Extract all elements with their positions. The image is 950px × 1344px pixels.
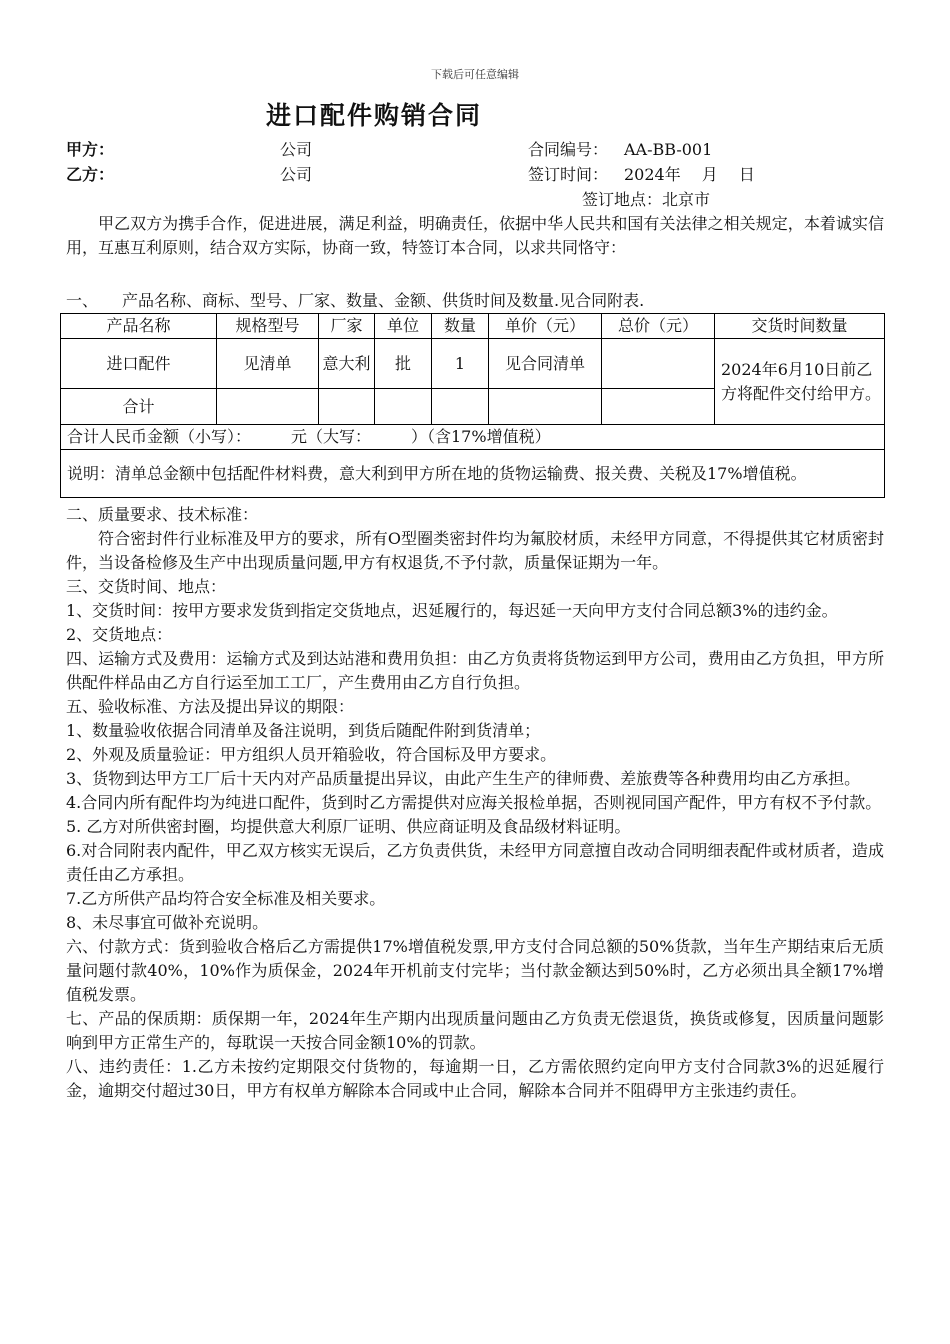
paragraph: 3、货物到达甲方工厂后十天内对产品质量提出异议，由此产生生产的律师费、差旅费等各种费用均由乙方承担。 [66, 769, 861, 788]
paragraph: 符合密封件行业标准及甲方的要求，所有O型圈类密封件均为氟胶材质，未经甲方同意，不得提供其它材质密封件，当设备检修及生产中出现质量问题,甲方有权退货,不予付款，质量保证期为一年。 [66, 529, 884, 572]
paragraph: 七、产品的保质期：质保期一年，2024年生产期内出现质量问题由乙方负责无偿退货，换货或修复，因质量问题影响到甲方正常生产的，每耽误一天按合同金额10%的罚款。 [66, 1009, 884, 1052]
table-cell: 批 [375, 339, 432, 389]
paragraph: 6.对合同附表内配件，甲乙双方核实无误后，乙方负责供货，未经甲方同意擅自改动合同明细表配件或材质者，造成责任由乙方承担。 [66, 841, 884, 884]
table-cell: 见清单 [217, 339, 319, 389]
contract-number-value: AA-BB-001 [624, 140, 713, 159]
table-row [61, 339, 885, 389]
paragraph: 4.合同内所有配件均为纯进口配件，货到时乙方需提供对应海关报检单据，否则视同国产配件，甲方有权不予付款。 [66, 793, 882, 812]
section-heading: 五、验收标准、方法及提出异议的期限： [66, 697, 355, 716]
table-header-row [61, 314, 885, 339]
table-cell [602, 389, 715, 425]
paragraph: 八、违约责任：1.乙方未按约定期限交付货物的，每逾期一日，乙方需依照约定向甲方支付合同款3%的迟延履行金，逾期交付超过30日，甲方有权单方解除本合同或中止合同，解除本合同并不阻碍甲方主张违约责任。 [66, 1057, 884, 1100]
table-cell: 进口配件 [61, 339, 217, 389]
sign-date-value: 2024年 月 日 [624, 165, 755, 184]
rmb-amount-cell: 合计人民币金额（小写）： 元（大写： ）（含17%增值税） [61, 425, 885, 450]
table-header-cell: 交货时间数量 [715, 314, 885, 339]
total-label-cell: 合计 [61, 389, 217, 425]
paragraph: 1、交货时间：按甲方要求发货到指定交货地点，迟延履行的，每迟延一天向甲方支付合同总额3%的违约金。 [66, 601, 838, 620]
terms-body [66, 503, 884, 1103]
header-note: 下载后可任意编辑 [431, 68, 519, 81]
party-b-label: 乙方： [66, 165, 115, 184]
section-1-heading: 一、 产品名称、商标、型号、厂家、数量、金额、供货时间及数量.见合同附表. [66, 291, 645, 310]
sign-date-label: 签订时间： [528, 165, 609, 184]
section-heading: 三、交货时间、地点： [66, 577, 227, 596]
preamble: 甲乙双方为携手合作，促进进展，满足利益，明确责任，依据中华人民共和国有关法律之相关规定，本着诚实信用，互惠互利原则，结合双方实际，协商一致，特签订本合同，以求共同恪守： [66, 214, 884, 257]
table-header-cell: 单位 [375, 314, 432, 339]
table-cell [217, 389, 319, 425]
table-cell [375, 389, 432, 425]
party-a-company: 公司 [280, 140, 313, 159]
table-header-cell: 厂家 [319, 314, 375, 339]
table-header-cell: 数量 [432, 314, 489, 339]
table-header-cell: 单价（元） [489, 314, 602, 339]
paragraph: 四、运输方式及费用：运输方式及到达站港和费用负担：由乙方负责将货物运到甲方公司，费用由乙方负担，甲方所供配件样品由乙方自行运至加工工厂，产生费用由乙方自行负担。 [66, 649, 884, 692]
document-title: 进口配件购销合同 [266, 101, 483, 130]
table-header-cell: 总价（元） [602, 314, 715, 339]
paragraph: 8、未尽事宜可做补充说明。 [66, 913, 269, 932]
paragraph: 5. 乙方对所供密封圈，均提供意大利原厂证明、供应商证明及食品级材料证明。 [66, 817, 631, 836]
table-cell: 1 [432, 339, 489, 389]
table-cell [319, 389, 375, 425]
sign-place: 签订地点：北京市 [582, 190, 711, 209]
party-b-row [66, 163, 886, 187]
delivery-time-cell: 2024年6月10日前乙方将配件交付给甲方。 [715, 339, 885, 425]
party-a-row [66, 138, 886, 162]
table-cell [432, 389, 489, 425]
party-b-company: 公司 [280, 165, 313, 184]
note-cell: 说明：清单总金额中包括配件材料费，意大利到甲方所在地的货物运输费、报关费、关税及17%增值税。 [61, 450, 885, 498]
paragraph: 六、付款方式：货到验收合格后乙方需提供17%增值税发票,甲方支付合同总额的50%货款，当年生产期结束后无质量问题付款40%，10%作为质保金，2024年开机前支付完毕；当付款金额达到50%时，乙方必须出具全额17%增值税发票。 [66, 937, 884, 1004]
paragraph: 2、交货地点： [66, 625, 173, 644]
paragraph: 7.乙方所供产品均符合安全标准及相关要求。 [66, 889, 386, 908]
table-cell [602, 339, 715, 389]
table-cell: 见合同清单 [489, 339, 602, 389]
party-a-label: 甲方： [66, 140, 115, 159]
table-header-cell: 产品名称 [61, 314, 217, 339]
product-table [60, 313, 885, 498]
table-rmb-row [61, 425, 885, 450]
table-cell [489, 389, 602, 425]
paragraph: 2、外观及质量验证：甲方组织人员开箱验收，符合国标及甲方要求。 [66, 745, 557, 764]
table-cell: 意大利 [319, 339, 375, 389]
contract-number-label: 合同编号： [528, 140, 609, 159]
table-header-cell: 规格型号 [217, 314, 319, 339]
paragraph: 1、数量验收依据合同清单及备注说明，到货后随配件附到货清单； [66, 721, 541, 740]
table-note-row [61, 450, 885, 498]
section-heading: 二、质量要求、技术标准： [66, 505, 259, 524]
